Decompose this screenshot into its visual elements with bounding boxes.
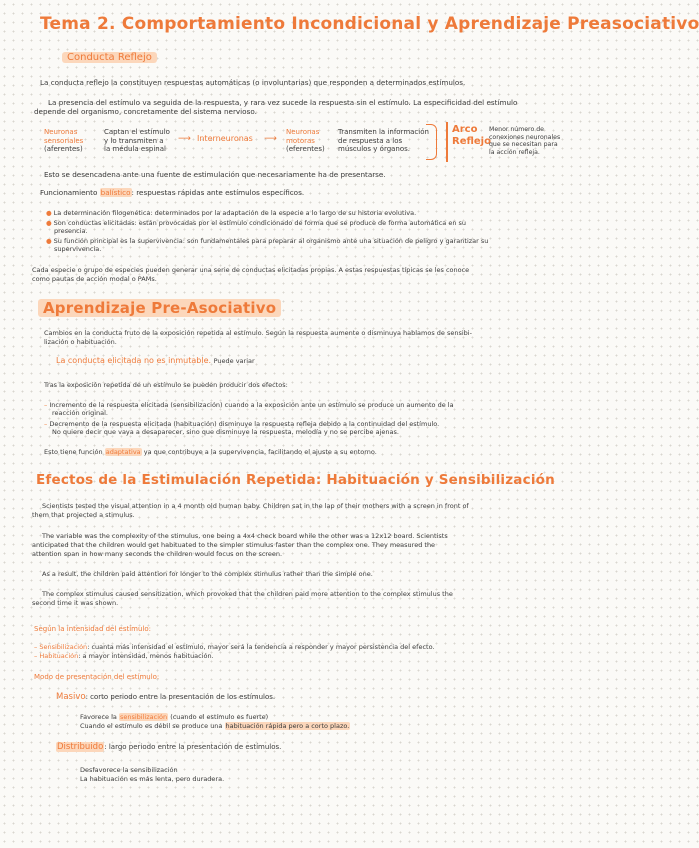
subheading-modo: Modo de presentación del estímulo:: [34, 673, 160, 681]
paragraph: Cada especie o grupo de especies pueden generar una serie de conductas elicitadas propias. A estas respuestas típicas se les conoce: [32, 266, 470, 274]
paragraph: Esto se desencadena ante una fuente de estimulación que necesariamente ha de presentarse.: [44, 170, 386, 179]
arco-reflejo-note: Menor número de conexiones neuronales que se necesitan para la acción refleja.: [489, 126, 561, 156]
section-heading-efectos: Efectos de la Estimulación Repetida: Habituación y Sensibilización: [36, 472, 555, 488]
dash-item: – Habituación: a mayor intensidad, menos habituación.: [34, 652, 214, 660]
flow-node-motor-neurons: Neuronas motoras (eferentes): [286, 128, 325, 153]
brace: [426, 124, 437, 160]
arco-reflejo-label: Arco Reflejo: [452, 124, 491, 147]
bullet-item: ● La determinación filogenética: determinados por la adaptación de la especie a lo largo de su historia evolutiva.: [46, 209, 417, 217]
masivo-line: Masivo: corto periodo entre la presentación de los estímulos.: [56, 692, 276, 702]
paragraph: como pautas de acción modal o PAMs.: [32, 275, 157, 283]
flow-node-sensory-neurons: Neuronas sensoriales (aferentes): [44, 128, 84, 153]
flow-desc-motor: Transmiten la información de respuesta a los músculos y órganos.: [338, 128, 429, 153]
dash-item-cont: reacción original.: [52, 409, 108, 417]
dash-item-cont: No quiere decir que vaya a desaparecer, sino que disminuye la respuesta, melodía y no se percibe ajenas.: [52, 428, 399, 436]
section-heading-conducta-reflejo: Conducta Reflejo: [62, 52, 157, 63]
distribuido-detail: Desfavorece la sensibilización: [80, 766, 178, 774]
callout: La conducta elicitada no es inmutable. Puede variar: [56, 356, 255, 365]
dash-item: – Sensibilización: cuanta más intensidad el estímulo, mayor será la tendencia a responder y mayor persistencia del efecto.: [34, 643, 435, 651]
paragraph: Tras la exposición repetida de un estímulo se pueden producir dos efectos:: [44, 381, 288, 389]
paragraph-funcionamiento: Funcionamiento balístico: respuestas rápidas ante estímulos específicos.: [40, 188, 305, 197]
bullet-item-cont: presencia.: [54, 227, 88, 235]
paragraph: La conducta reflejo la constituyen respuestas automáticas (o involuntarias) que responden a determinados estímulos.: [40, 78, 466, 87]
dash-item: – Decremento de la respuesta elicitada (habituación) disminuye la respuesta refleja debido a la continuidad del estímulo.: [44, 420, 440, 428]
masivo-detail: Favorece la sensibilización (cuando el estímulo es fuerte): [80, 713, 269, 721]
vertical-rule: [446, 122, 448, 162]
paragraph: Cambios en la conducta fruto de la exposición repetida al estímulo. Según la respuesta aumente o disminuya hablamos de sensibi-: [44, 329, 472, 337]
paragraph: depende del organismo, concretamente del sistema nervioso.: [34, 107, 257, 116]
flow-node-interneurons: Interneuronas: [197, 134, 253, 143]
flow-desc-sensory: Captan el estímulo y lo transmiten a la médula espinal: [104, 128, 170, 153]
dash-item: – Incremento de la respuesta elicitada (sensibilización) cuando a la exposición ante un estímulo se produce un aumento de la: [44, 401, 454, 409]
section-heading-aprendizaje: Aprendizaje Pre-Asociativo: [38, 299, 281, 317]
masivo-detail: Cuando el estímulo es débil se produce una habituación rápida pero a corto plazo.: [80, 722, 350, 730]
page-title: Tema 2. Comportamiento Incondicional y Aprendizaje Preasociativo: [40, 14, 699, 34]
bullet-item: ● Son conductas elicitadas: están provocadas por el estímulo condicionado de forma que se produce de forma automática en su: [46, 219, 467, 227]
distribuido-line: Distribuido: largo periodo entre la presentación de estímulos.: [57, 742, 282, 752]
arrow-right-icon: ⟶: [178, 134, 191, 144]
paragraph: The complex stimulus caused sensitization, which provoked that the children paid more attention to the complex stimulus the: [42, 590, 453, 598]
bullet-item: ● Su función principal es la supervivencia: son fundamentales para preparar al organismo ante una situación de peligro y garantizar su: [46, 237, 489, 245]
paragraph: them that projected a stimulus.: [32, 511, 135, 519]
paragraph: Scientists tested the visual attention in a 4 month old human baby. Children sat in the lap of their mothers with a screen in front of: [42, 502, 469, 510]
paragraph: La presencia del estímulo va seguida de la respuesta, y rara vez sucede la respuesta sin el estímulo. La especificidad del estímulo: [48, 98, 518, 107]
subheading-intensidad: Según la intensidad del estímulo:: [34, 625, 152, 633]
distribuido-detail: La habituación es más lenta, pero duradera.: [80, 775, 225, 783]
bullet-item-cont: supervivencia.: [54, 245, 102, 253]
arrow-right-icon: ⟶: [264, 134, 277, 144]
paragraph: attention span in how many seconds the children would focus on the screen.: [32, 550, 283, 558]
paragraph: lización o habituación.: [44, 338, 117, 346]
paragraph: As a result, the children paid attention for longer to the complex stimulus rather than the simple one.: [42, 570, 373, 578]
paragraph: Esto tiene función adaptativa ya que contribuye a la supervivencia, facilitando el ajuste a su entorno.: [44, 448, 377, 456]
paragraph: The variable was the complexity of the stimulus, one being a 4x4 check board while the other was a 12x12 board. Scientists: [42, 532, 448, 540]
paragraph: second time it was shown.: [32, 599, 119, 607]
paragraph: anticipated that the children would get habituated to the simpler stimulus faster than the complex one. They measured the: [32, 541, 436, 549]
